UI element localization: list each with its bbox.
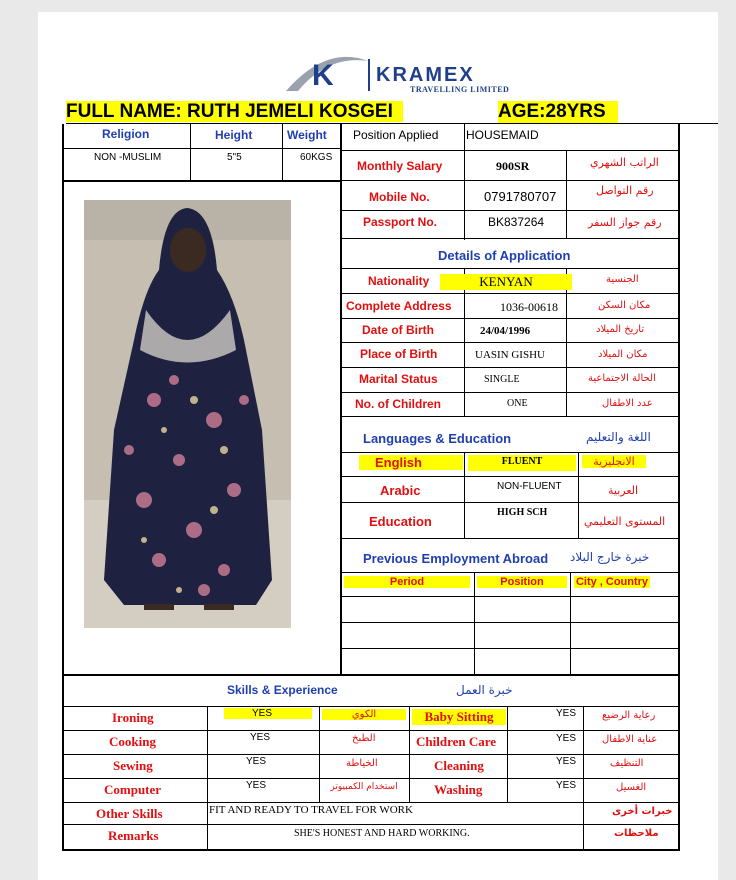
height-value: 5"5 (227, 152, 242, 163)
skill-sewing-value: YES (246, 756, 267, 767)
application-title: Details of Application (438, 248, 571, 263)
skill-ironing-ar: الكوي (322, 709, 406, 720)
english-label: English (359, 455, 463, 470)
mobile-label: Mobile No. (369, 190, 430, 204)
weight-label: Weight (287, 128, 327, 142)
remarks-label: Remarks (108, 828, 159, 843)
skill-sewing-label: Sewing (113, 758, 153, 773)
weight-value: 60KGS (300, 152, 333, 163)
address-label: Complete Address (346, 299, 452, 313)
pob-label: Place of Birth (360, 347, 438, 361)
skill-cooking-value: YES (250, 732, 271, 743)
col-city-country: City , Country (575, 576, 649, 588)
skill-babysitting-label: Baby Sitting (412, 709, 506, 725)
children-value: ONE (507, 398, 528, 409)
passport-value: BK837264 (488, 215, 545, 229)
arabic-label: Arabic (380, 483, 421, 498)
passport-label: Passport No. (363, 215, 438, 229)
religion-label: Religion (102, 127, 150, 141)
skill-cleaning-value: YES (556, 756, 577, 767)
skills-title-ar: خبرة العمل (456, 683, 513, 697)
skill-babysitting-value: YES (556, 708, 577, 719)
skill-childrencare-value: YES (556, 733, 577, 744)
height-label: Height (215, 128, 253, 142)
marital-label: Marital Status (359, 372, 438, 386)
skill-computer-ar: استخدام الكمبيوتر (330, 782, 398, 792)
position-value: HOUSEMAID (466, 128, 539, 142)
other-skills-label: Other Skills (96, 806, 163, 821)
marital-ar: الحالة الاجتماعية (588, 373, 656, 384)
pob-ar: مكان الميلاد (598, 349, 648, 360)
skill-washing-ar: الغسيل (616, 782, 647, 793)
mobile-ar: رقم التواصل (596, 184, 654, 197)
education-ar: المستوى التعليمي (584, 515, 666, 528)
passport-ar: رقم جواز السفر (588, 216, 662, 229)
other-skills-value: FIT AND READY TO TRAVEL FOR WORK (209, 804, 413, 816)
education-value: HIGH SCH (497, 507, 548, 518)
skill-washing-label: Washing (434, 782, 483, 797)
skill-childrencare-ar: عناية الاطفال (602, 734, 658, 745)
dob-ar: تاريخ الميلاد (596, 324, 645, 335)
remarks-value: SHE'S HONEST AND HARD WORKING. (294, 828, 470, 839)
skill-computer-label: Computer (104, 782, 162, 797)
col-position: Position (477, 576, 567, 588)
skill-computer-value: YES (246, 780, 267, 791)
dob-label: Date of Birth (362, 323, 434, 337)
address-ar: مكان السكن (598, 300, 651, 311)
arabic-ar: العربية (608, 484, 639, 497)
address-value: 1036-00618 (500, 300, 558, 314)
skill-cleaning-label: Cleaning (434, 758, 484, 773)
nationality-ar: الجنسية (606, 274, 639, 285)
full-name-value: RUTH JEMELI KOSGEI (187, 101, 403, 122)
full-name-label: FULL NAME: (66, 101, 182, 122)
header-rule (66, 123, 718, 124)
arabic-value: NON-FLUENT (497, 481, 562, 492)
col-period: Period (344, 576, 470, 588)
salary-value: 900SR (496, 159, 530, 173)
applicant-photo (84, 200, 291, 628)
logo-mark: K (312, 59, 334, 92)
skill-ironing-label: Ironing (112, 710, 154, 725)
english-value: FLUENT (468, 455, 576, 471)
salary-ar: الراتب الشهري (590, 156, 659, 169)
education-label: Education (369, 514, 432, 529)
skills-title: Skills & Experience (227, 683, 338, 697)
logo-tagline: TRAVELLING LIMITED (410, 85, 510, 94)
mobile-value: 0791780707 (484, 189, 557, 204)
position-label: Position Applied (353, 128, 439, 142)
skill-cooking-label: Cooking (109, 734, 156, 749)
skill-cleaning-ar: التنظيف (610, 758, 644, 769)
english-ar: الانجليزية (582, 455, 646, 468)
dob-value: 24/04/1996 (480, 325, 531, 337)
skill-ironing-value: YES (224, 708, 312, 719)
skill-babysitting-ar: رعاية الرضيع (602, 710, 656, 721)
full-name-bar (66, 101, 403, 123)
employment-title: Previous Employment Abroad (363, 551, 549, 566)
children-ar: عدد الاطفال (602, 398, 653, 409)
languages-title-ar: اللغة والتعليم (586, 430, 651, 444)
salary-label: Monthly Salary (357, 159, 443, 173)
other-skills-ar: خبرات أخرى (612, 806, 673, 817)
skill-childrencare-label: Children Care (416, 734, 497, 749)
age-value: AGE:28YRS (498, 101, 618, 123)
children-label: No. of Children (355, 397, 441, 411)
employment-title-ar: خبرة خارج البلاد (570, 550, 650, 564)
applicant-photo-image (84, 200, 291, 628)
nationality-label: Nationality (368, 274, 430, 288)
skill-sewing-ar: الخياطة (346, 758, 378, 769)
nationality-value: KENYAN (440, 274, 572, 290)
pob-value: UASIN GISHU (475, 349, 545, 361)
logo-brand: KRAMEX (376, 64, 475, 86)
skill-washing-value: YES (556, 780, 577, 791)
remarks-ar: ملاحظات (614, 828, 659, 839)
skill-cooking-ar: الطبخ (352, 733, 376, 744)
languages-title: Languages & Education (363, 431, 512, 446)
marital-value: SINGLE (484, 374, 520, 385)
religion-value: NON -MUSLIM (94, 152, 162, 163)
